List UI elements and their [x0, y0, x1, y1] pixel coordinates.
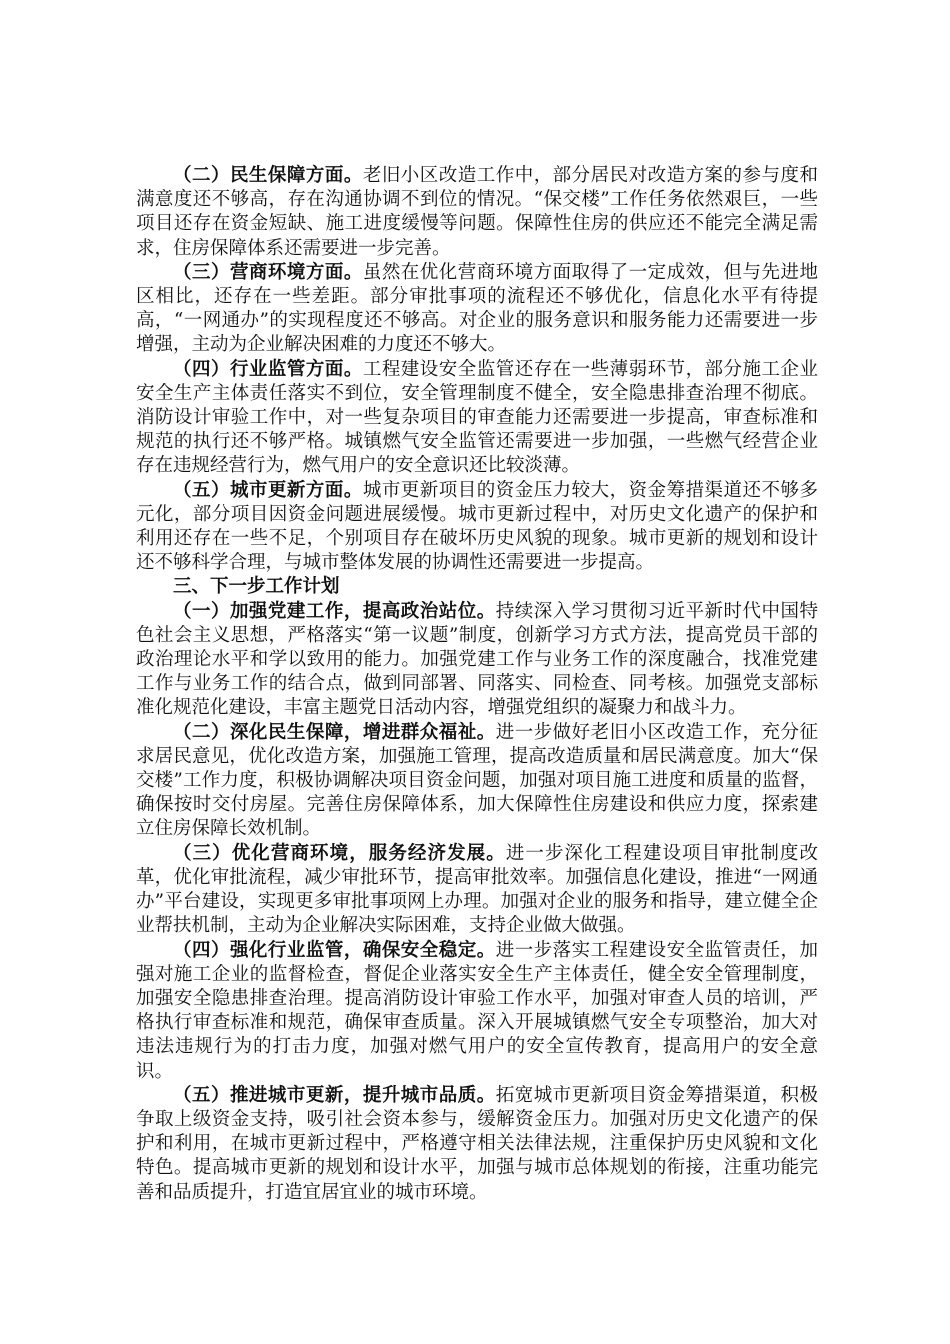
paragraph-heading: （二）深化民生保障，增进群众福祉。 — [173, 721, 496, 743]
paragraph-plan-party-building — [136, 600, 818, 721]
paragraph-body: 城市更新项目的资金压力较大，资金筹措渠道还不够多元化，部分项目因资金问题进展缓慢。城市更新过程中，对历史文化遗产的保护和利用还存在一些不足，个别项目存在破坏历史风貌的现象。城市更新的规划和设计还不够科学合理，与城市整体发展的协调性还需要进一步提高。 — [136, 479, 818, 574]
paragraph-body: 拓宽城市更新项目资金筹措渠道，积极争取上级资金支持，吸引社会资本参与，缓解资金压力。加强对历史文化遗产的保护和利用，在城市更新过程中，严格遵守相关法律法规，注重保护历史风貌和文化特色。提高城市更新的规划和设计水平，加强与城市总体规划的衔接，注重功能完善和品质提升，打造宜居宜业的城市环境。 — [136, 1084, 818, 1203]
paragraph-heading: （四）强化行业监管，确保安全稳定。 — [173, 939, 496, 961]
paragraph-industry-supervision-issues — [136, 358, 818, 479]
paragraph-body: 进一步深化工程建设项目审批制度改革，优化审批流程，减少审批环节，提高审批效率。加强信息化建设，推进“一网通办”平台建设，实现更多审批事项网上办理。加强对企业的服务和指导，建立健全企业帮扶机制，主动为企业解决实际困难，支持企业做大做强。 — [136, 842, 818, 937]
paragraph-plan-business-environment — [136, 842, 818, 939]
paragraph-business-environment-issues — [136, 261, 818, 358]
paragraph-urban-renewal-issues — [136, 479, 818, 576]
paragraph-plan-industry-supervision — [136, 939, 818, 1084]
paragraph-body: 进一步落实工程建设安全监管责任，加强对施工企业的监督检查，督促企业落实安全生产主体责任，健全安全管理制度，加强安全隐患排查治理。提高消防设计审验工作水平，加强对审查人员的培训，严格执行审查标准和规范，确保审查质量。深入开展城镇燃气安全专项整治，加大对违法违规行为的打击力度，加强对燃气用户的安全宣传教育，提高用户的安全意识。 — [136, 939, 818, 1082]
paragraph-plan-livelihood — [136, 721, 818, 842]
paragraph-body: 持续深入学习贯彻习近平新时代中国特色社会主义思想，严格落实“第一议题”制度，创新学习方式方法，提高党员干部的政治理论水平和学以致用的能力。加强党建工作与业务工作的深度融合，找准党建工作与业务工作的结合点，做到同部署、同落实、同检查、同考核。加强党支部标准化规范化建设，丰富主题党日活动内容，增强党组织的凝聚力和战斗力。 — [136, 600, 818, 719]
paragraph-heading: （四）行业监管方面。 — [173, 358, 363, 380]
paragraph-livelihood-issues — [136, 164, 818, 261]
document-page — [136, 164, 818, 1205]
paragraph-heading: （三）营商环境方面。 — [173, 261, 363, 283]
paragraph-body: 虽然在优化营商环境方面取得了一定成效，但与先进地区相比，还存在一些差距。部分审批事项的流程还不够优化，信息化水平有待提高，“一网通办”的实现程度还不够高。对企业的服务意识和服务能力还需要进一步增强，主动为企业解决困难的力度还不够大。 — [136, 261, 818, 356]
paragraph-plan-urban-renewal — [136, 1084, 818, 1205]
paragraph-heading: （一）加强党建工作，提高政治站位。 — [173, 600, 496, 622]
paragraph-body: 进一步做好老旧小区改造工作，充分征求居民意见，优化改造方案，加强施工管理，提高改造质量和居民满意度。加大“保交楼”工作力度，积极协调解决项目资金问题，加强对项目施工进度和质量的监督，确保按时交付房屋。完善住房保障体系，加大保障性住房建设和供应力度，探索建立住房保障长效机制。 — [136, 721, 818, 840]
paragraph-body: 工程建设安全监管还存在一些薄弱环节，部分施工企业安全生产主体责任落实不到位，安全管理制度不健全，安全隐患排查治理不彻底。消防设计审验工作中，对一些复杂项目的审查能力还需要进一步提高，审查标准和规范的执行还不够严格。城镇燃气安全监管还需要进一步加强，一些燃气经营企业存在违规经营行为，燃气用户的安全意识还比较淡薄。 — [136, 358, 818, 477]
paragraph-heading: （三）优化营商环境，服务经济发展。 — [173, 842, 506, 864]
paragraph-body: 老旧小区改造工作中，部分居民对改造方案的参与度和满意度还不够高，存在沟通协调不到位的情况。“保交楼”工作任务依然艰巨，一些项目还存在资金短缺、施工进度缓慢等问题。保障性住房的供应还不能完全满足需求，住房保障体系还需要进一步完善。 — [136, 165, 818, 259]
paragraph-heading: （五）推进城市更新，提升城市品质。 — [173, 1084, 496, 1106]
section-title: 三、下一步工作计划 — [173, 576, 340, 598]
paragraph-heading: （二）民生保障方面。 — [173, 165, 363, 186]
paragraph-heading: （五）城市更新方面。 — [173, 479, 363, 501]
